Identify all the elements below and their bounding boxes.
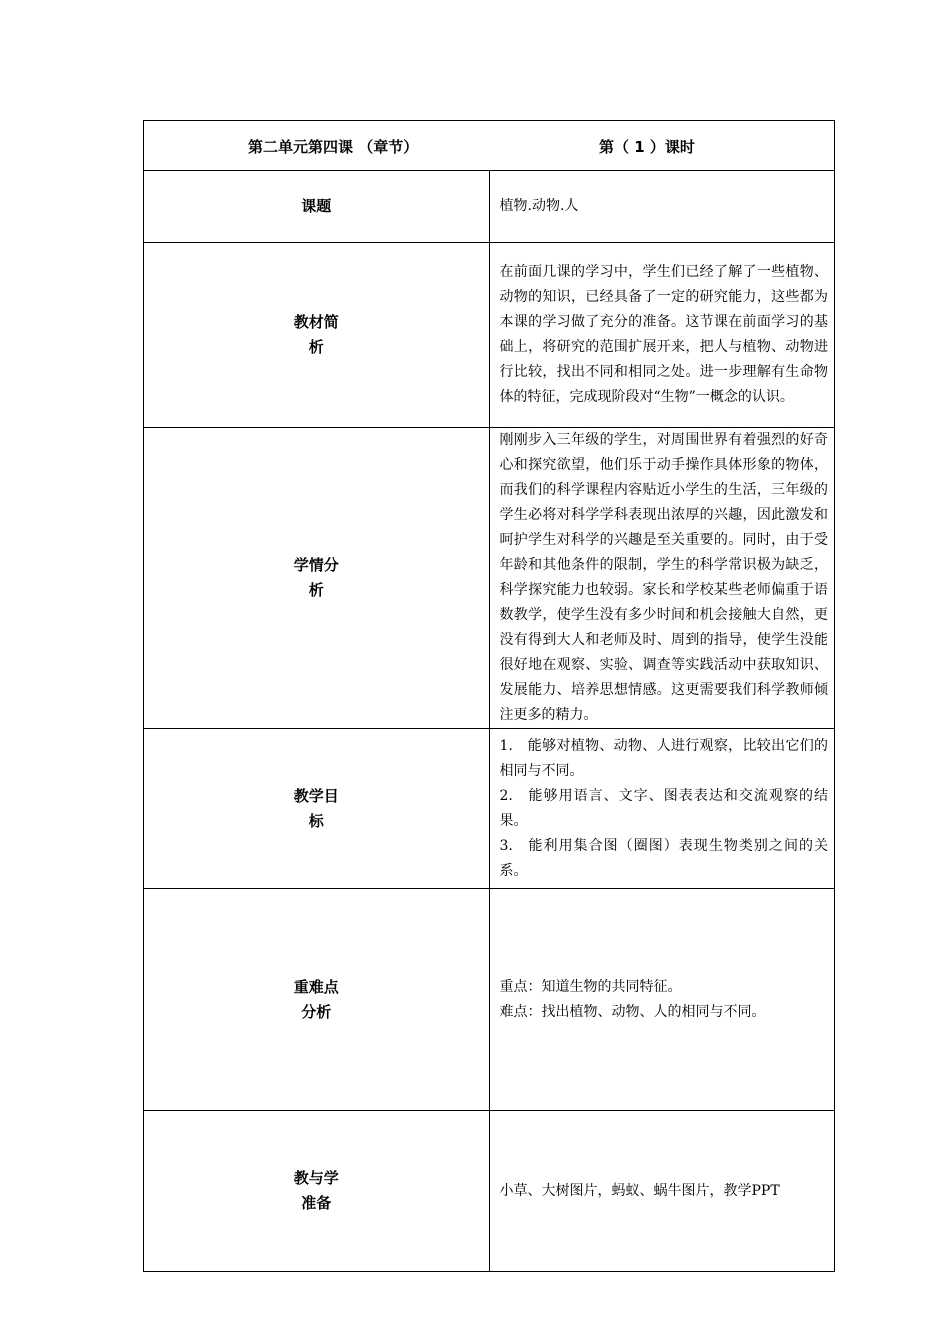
- content-preparation: 小草、大树图片，蚂蚁、蜗牛图片，教学PPT: [489, 1111, 835, 1272]
- difficult-point: 难点：找出植物、动物、人的相同与不同。: [499, 1003, 766, 1020]
- key-point: 重点：知道生物的共同特征。: [499, 978, 682, 995]
- row-preparation: [144, 1111, 835, 1272]
- header-row: [144, 121, 835, 171]
- row-student-analysis: [144, 428, 835, 729]
- content-topic: 植物.动物.人: [489, 171, 835, 243]
- content-teaching-goals: [489, 729, 835, 889]
- label-key-difficult: 重难点分析: [144, 889, 490, 1111]
- row-topic: [144, 171, 835, 243]
- content-key-difficult: [489, 889, 835, 1111]
- label-preparation: 教与学准备: [144, 1111, 490, 1272]
- goal-item: 3. 能利用集合图（圈图）表现生物类别之间的关系。: [499, 837, 828, 879]
- goal-item: 1. 能够对植物、动物、人进行观察，比较出它们的相同与不同。: [499, 737, 828, 779]
- row-teaching-goals: [144, 729, 835, 889]
- content-material-analysis: 在前面几课的学习中，学生们已经了解了一些植物、动物的知识，已经具备了一定的研究能力，这些都为本课的学习做了充分的准备。这节课在前面学习的基础上，将研究的范围扩展开来，把人与植物、动物进行比较，找出不同和相同之处。进一步理解有生命物体的特征，完成现阶段对“生物”一概念的认识。: [489, 243, 835, 428]
- row-key-difficult: [144, 889, 835, 1111]
- goal-item: 2. 能够用语言、文字、图表表达和交流观察的结果。: [499, 787, 828, 829]
- lesson-plan-table: [143, 120, 835, 1272]
- label-teaching-goals: 教学目标: [144, 729, 490, 889]
- period-label: 第（ 1 ）课时: [599, 138, 695, 156]
- chapter-title: 第二单元第四课 （章节）: [248, 138, 419, 156]
- label-material-analysis: 教材简析: [144, 243, 490, 428]
- row-material-analysis: [144, 243, 835, 428]
- label-topic: 课题: [144, 171, 490, 243]
- label-student-analysis: 学情分析: [144, 428, 490, 729]
- content-student-analysis: 刚刚步入三年级的学生，对周围世界有着强烈的好奇心和探究欲望，他们乐于动手操作具体形象的物体，而我们的科学课程内容贴近小学生的生活，三年级的学生必将对科学学科表现出浓厚的兴趣，因此激发和呵护学生对科学的兴趣是至关重要的。同时，由于受年龄和其他条件的限制，学生的科学常识极为缺乏，科学探究能力也较弱。家长和学校某些老师偏重于语数教学，使学生没有多少时间和机会接触大自然，更没有得到大人和老师及时、周到的指导，使学生没能很好地在观察、实验、调查等实践活动中获取知识、发展能力、培养思想情感。这更需要我们科学教师倾注更多的精力。: [489, 428, 835, 729]
